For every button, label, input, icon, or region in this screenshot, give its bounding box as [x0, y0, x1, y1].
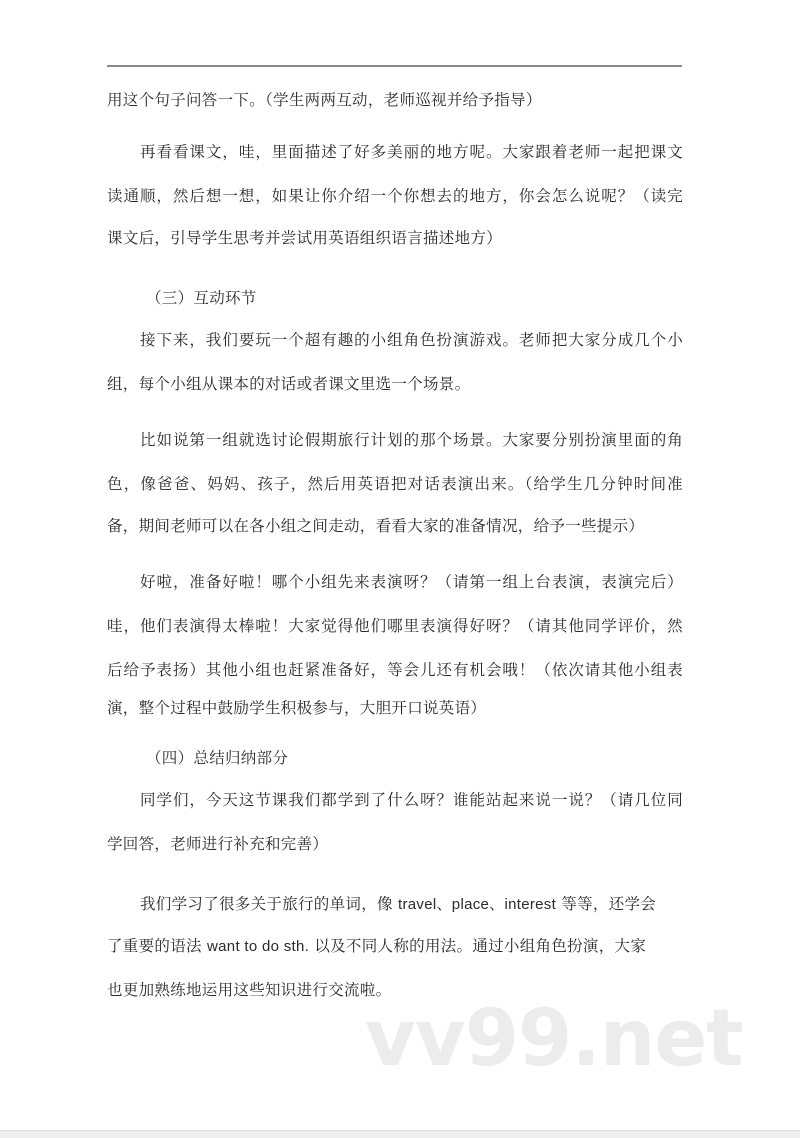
text-line: 演，整个过程中鼓励学生积极参与，大胆开口说英语）	[107, 699, 487, 717]
section-heading: （四）总结归纳部分	[146, 749, 289, 767]
text: 了重要的语法	[107, 937, 208, 955]
text-line: 接下来，我们要玩一个超有趣的小组角色扮演游戏。老师把大家分成几个小	[140, 331, 683, 349]
text-line	[107, 936, 683, 957]
watermark: vv99.net	[365, 994, 743, 1084]
section-heading: （三）互动环节	[146, 289, 257, 307]
text-line: 学回答，老师进行补充和完善）	[107, 835, 329, 853]
text-line: 再看看课文，哇，里面描述了好多美丽的地方呢。大家跟着老师一起把课文	[140, 143, 683, 161]
text-line: 用这个句子问答一下。（学生两两互动，老师巡视并给予指导）	[107, 91, 542, 109]
header-rule	[107, 65, 682, 67]
text-line: 也更加熟练地运用这些知识进行交流啦。	[107, 981, 392, 999]
text-line: 比如说第一组就选讨论假期旅行计划的那个场景。大家要分别扮演里面的角	[140, 431, 683, 449]
text-line: 备，期间老师可以在各小组之间走动，看看大家的准备情况，给予一些提示）	[107, 517, 645, 535]
text-line: 好啦，准备好啦！哪个小组先来表演呀？（请第一组上台表演，表演完后）	[140, 573, 683, 591]
text-line	[140, 894, 716, 915]
text-line: 读通顺，然后想一想，如果让你介绍一个你想去的地方，你会怎么说呢？（读完	[107, 187, 683, 205]
text-line: 后给予表扬）其他小组也赶紧准备好，等会儿还有机会哦！（依次请其他小组表	[107, 661, 683, 679]
text: 等等，还学会	[556, 895, 657, 913]
text-line: 组，每个小组从课本的对话或者课文里选一个场景。	[107, 375, 471, 393]
text-line: 课文后，引导学生思考并尝试用英语组织语言描述地方）	[107, 229, 503, 247]
text: 以及不同人称的用法。通过小组角色扮演，大家	[309, 937, 647, 955]
text-line: 同学们，今天这节课我们都学到了什么呀？谁能站起来说一说？（请几位同	[140, 791, 683, 809]
grammar-phrase: want to do sth.	[207, 938, 310, 955]
text-line: 哇，他们表演得太棒啦！大家觉得他们哪里表演得好呀？（请其他同学评价，然	[107, 617, 683, 635]
text-line: 色，像爸爸、妈妈、孩子，然后用英语把对话表演出来。（给学生几分钟时间准	[107, 475, 683, 493]
english-words: travel、place、interest	[398, 896, 557, 913]
text: 我们学习了很多关于旅行的单词，像	[140, 895, 399, 913]
